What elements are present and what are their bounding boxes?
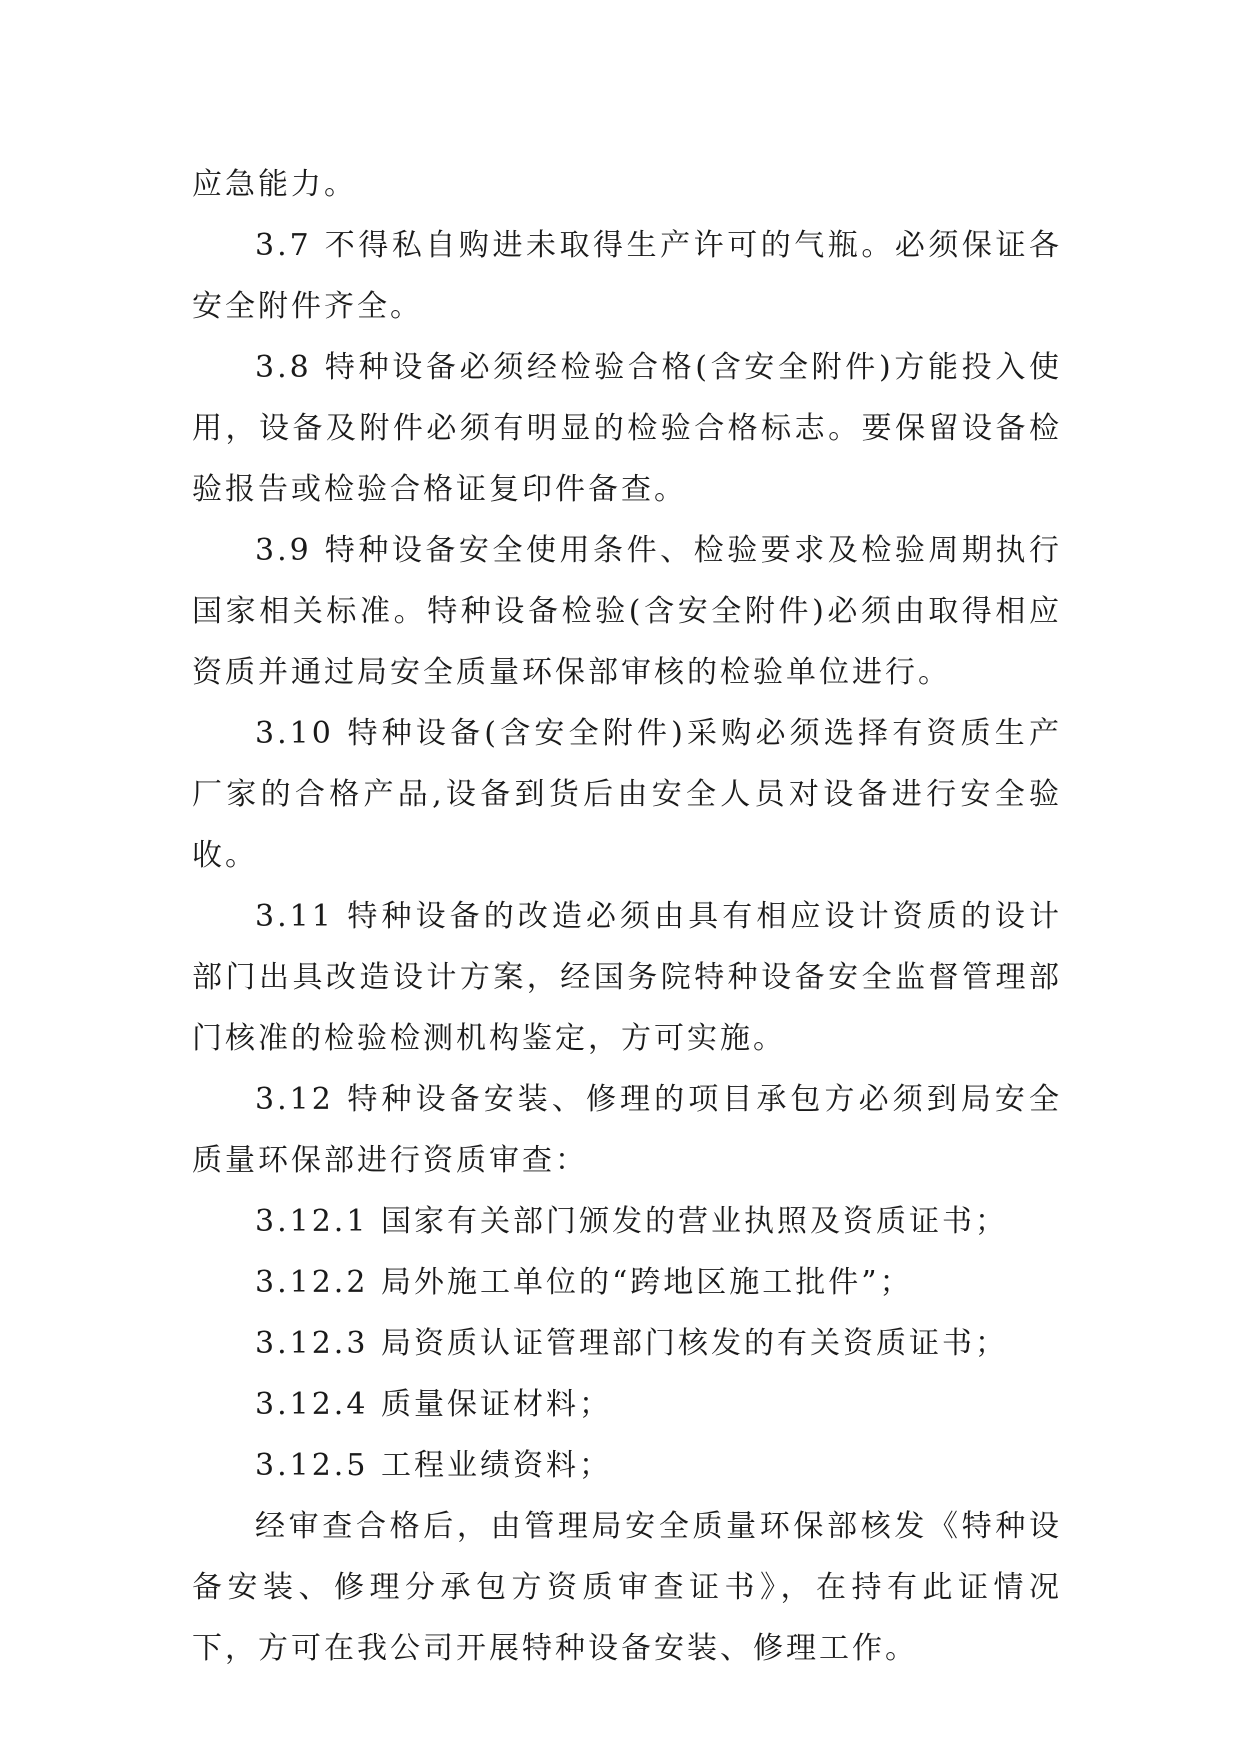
paragraph-3-7: 3.7 不得私自购进未取得生产许可的气瓶。必须保证各安全附件齐全。 bbox=[192, 228, 1062, 324]
paragraph-3-8: 3.8 特种设备必须经检验合格(含安全附件)方能投入使用，设备及附件必须有明显的检验合格标志。要保留设备检验报告或检验合格证复印件备查。 bbox=[192, 350, 1062, 507]
document-body bbox=[192, 154, 1062, 1679]
paragraph-3-11: 3.11 特种设备的改造必须由具有相应设计资质的设计部门出具改造设计方案，经国务院特种设备安全监督管理部门核准的检验检测机构鉴定，方可实施。 bbox=[192, 899, 1062, 1056]
paragraph-3-12-4: 3.12.4 质量保证材料； bbox=[255, 1387, 612, 1422]
paragraph-3-9: 3.9 特种设备安全使用条件、检验要求及检验周期执行国家相关标准。特种设备检验(含安全附件)必须由取得相应资质并通过局安全质量环保部审核的检验单位进行。 bbox=[192, 533, 1062, 690]
paragraph-3-12-2: 3.12.2 局外施工单位的“跨地区施工批件”； bbox=[255, 1265, 913, 1300]
paragraph-3-12-5: 3.12.5 工程业绩资料； bbox=[255, 1448, 612, 1483]
paragraph-3-10: 3.10 特种设备(含安全附件)采购必须选择有资质生产厂家的合格产品,设备到货后由安全人员对设备进行安全验收。 bbox=[192, 716, 1062, 873]
paragraph-1: 应急能力。 bbox=[192, 167, 357, 202]
paragraph-3-12: 3.12 特种设备安装、修理的项目承包方必须到局安全质量环保部进行资质审查： bbox=[192, 1082, 1062, 1178]
paragraph-3-12-3: 3.12.3 局资质认证管理部门核发的有关资质证书； bbox=[255, 1326, 1008, 1361]
paragraph-3-12-1: 3.12.1 国家有关部门颁发的营业执照及资质证书； bbox=[255, 1204, 1008, 1239]
paragraph-conclusion: 经审查合格后，由管理局安全质量环保部核发《特种设备安装、修理分承包方资质审查证书》，在持有此证情况下，方可在我公司开展特种设备安装、修理工作。 bbox=[192, 1509, 1062, 1666]
